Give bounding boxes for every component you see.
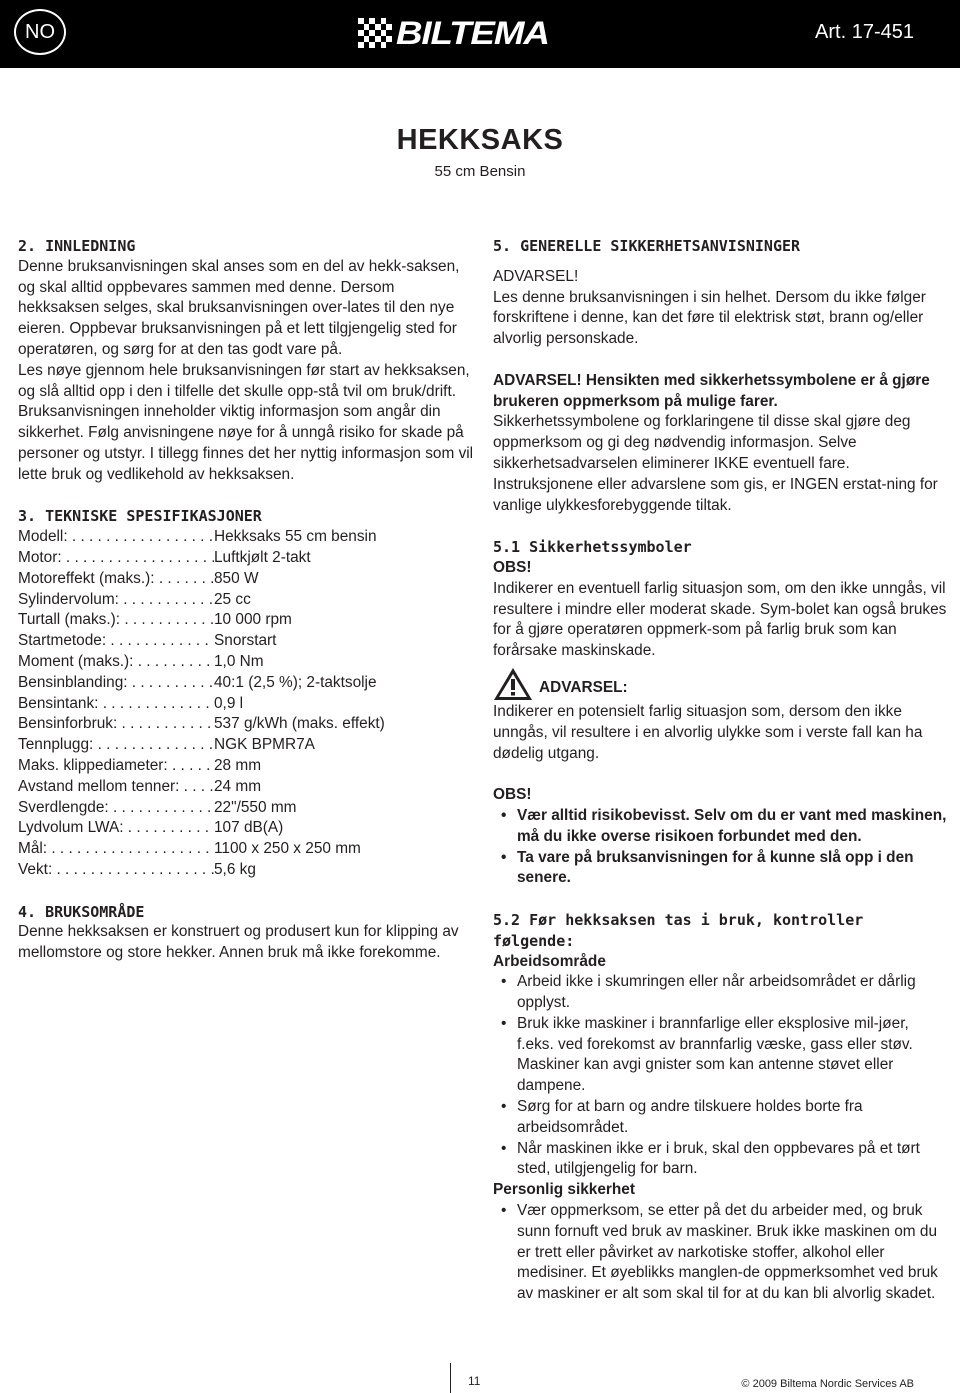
spec-row [18, 798, 474, 819]
left-column [18, 236, 474, 964]
brand-name: BILTEMA [396, 15, 549, 51]
usage-paragraph: Denne hekksaksen er konstruert og produsert kun for klipping av mellomstore og store hekker. Annen bruk må ikke forekomme. [18, 923, 459, 962]
work-area-list [493, 972, 947, 1180]
list-item: • Sørg for at barn og andre tilskuere holdes borte fra arbeidsområdet. [493, 1097, 947, 1139]
spec-value: 107 dB(A) [214, 819, 284, 837]
spec-row [18, 735, 474, 756]
section-heading-checks: 5.2 Før hekksaksen tas i bruk, kontroller følgende: [493, 910, 864, 950]
copyright: © 2009 Biltema Nordic Services AB [741, 1378, 914, 1390]
spec-value: 10 000 rpm [214, 611, 292, 629]
list-item: • Ta vare på bruksanvisningen for å kunne slå opp i den senere. [493, 848, 947, 890]
obs-list [493, 806, 947, 889]
list-item: • Vær oppmerksom, se etter på det du arbeider med, og bruk sunn fornuft ved bruk av maskiner. Bruk ikke maskinen om du er trett eller påvirket av narkotiske stoffer, alkohol eller medisiner. Et øyeblikks manglen-de oppmerksomhet ved bruk av maskiner er alt som skal til for at du kan bli alvorlig skadet. [493, 1201, 947, 1305]
spec-row [18, 860, 474, 881]
subheading-personal-safety: Personlig sikkerhet [493, 1181, 635, 1199]
spec-value: 25 cc [214, 590, 251, 608]
spec-label: Bensintank: . . . [18, 694, 214, 715]
document-title: HEKKSAKS [396, 124, 564, 156]
spec-label: Lydvolum LWA: . . . [18, 818, 214, 839]
spec-row [18, 673, 474, 694]
list-item: • Når maskinen ikke er i bruk, skal den oppbevares på et tørt sted, utilgjengelig for barn. [493, 1139, 947, 1181]
spec-label: Sverdlengde: . . . [18, 798, 214, 819]
spec-row [18, 839, 474, 860]
warning-symbol-row [493, 666, 947, 702]
spec-row [18, 652, 474, 673]
spec-value: 24 mm [214, 777, 262, 795]
spec-label: Startmetode: . . . [18, 631, 214, 652]
section-heading-introduction: 2. INNLEDNING [18, 237, 136, 255]
spec-row [18, 527, 474, 548]
spec-row [18, 818, 474, 839]
spec-table [18, 527, 474, 881]
spec-label: Moment (maks.): . . . [18, 652, 214, 673]
spec-row [18, 610, 474, 631]
spec-row [18, 756, 474, 777]
section-heading-usage: 4. BRUKSOMRÅDE [18, 902, 145, 921]
spec-label: Bensinforbruk: . . . [18, 714, 214, 735]
spec-value: 5,6 kg [214, 860, 256, 878]
advarsel-label: ADVARSEL: [539, 678, 628, 696]
warning-text: Les denne bruksanvisningen i sin helhet. Dersom du ikke følger forskriftene i denne, kan det føre til elektrisk støt, brann og/eller alvorlig personskade. [493, 288, 926, 348]
spec-label: Motor: . . . [18, 548, 214, 569]
spec-label: Motoreffekt (maks.): . . . [18, 569, 214, 590]
obs-text: Indikerer en eventuell farlig situasjon som, om den ikke unngås, vil resultere i mindre eller moderat skade. Sym-bolet kan også brukes for å gjøre operatøren oppmerk-som på farlig bruk som kan forårsake maskinskade. [493, 579, 947, 660]
spec-row [18, 590, 474, 611]
spec-row [18, 714, 474, 735]
section-heading-safety: 5. GENERELLE SIKKERHETSANVISNINGER [493, 237, 801, 255]
warning-title: ADVARSEL! [493, 267, 579, 285]
spec-label: Sylindervolum: . . . [18, 590, 214, 611]
checkered-flag-icon [358, 18, 392, 48]
spec-value: 0,9 l [214, 694, 244, 712]
spec-label: Maks. klippediameter: . . . [18, 756, 214, 777]
spec-row [18, 694, 474, 715]
document-subtitle: 55 cm Bensin [434, 163, 526, 180]
spec-label: Mål: . . . [18, 839, 214, 860]
personal-safety-list [493, 1201, 947, 1305]
intro-paragraph: Denne bruksanvisningen skal anses som en del av hekk-saksen, og skal alltid oppbevares sammen med denne. Dersom hekksaksen selges, skal bruksanvisningen over-lates til den nye eieren. Oppbevar bruksanvisningen på et lett tilgjengelig sted for operatøren, og sørg for at den tas godt vare på. [18, 257, 460, 358]
section-heading-symbols: 5.1 Sikkerhetssymboler [493, 538, 692, 557]
spec-value: 40:1 (2,5 %); 2-taktsolje [214, 673, 377, 691]
page-number: 11 [468, 1374, 481, 1388]
footer-divider [450, 1363, 451, 1393]
advarsel-text: Indikerer en potensielt farlig situasjon som, dersom den ikke unngås, vil resultere i en alvorlig ulykke som i verste fall kan ha dødelig utgang. [493, 702, 923, 762]
subheading-work-area: Arbeidsområde [493, 952, 606, 970]
spec-value: 850 W [214, 569, 259, 587]
section-heading-specifications: 3. TEKNISKE SPESIFIKASJONER [18, 507, 262, 526]
spec-label: Bensinblanding: . . . [18, 673, 214, 694]
spec-label: Turtall (maks.): . . . [18, 610, 214, 631]
spec-value: 1,0 Nm [214, 652, 264, 670]
right-column [493, 236, 947, 1305]
warning-text: Sikkerhetssymbolene og forklaringene til disse skal gjøre deg oppmerksom og gi deg nødvendig informasjon. Selve sikkerhetsadvarselen eliminerer IKKE eventuell fare. Instruksjonene eller advarslene som gis, er INGEN erstat-ning for vanlige ulykkesforebyggende tiltak. [493, 413, 938, 514]
spec-value: 22"/550 mm [214, 798, 297, 816]
intro-paragraph: Les nøye gjennom hele bruksanvisningen før start av hekksaksen, og slå alltid opp i den i tilfelle det skulle opp-stå tvil om bruk/drift. [18, 361, 470, 400]
spec-row [18, 777, 474, 798]
spec-value: 537 g/kWh (maks. effekt) [214, 715, 385, 733]
header-bar [0, 0, 960, 68]
intro-paragraph: Bruksanvisningen inneholder viktig informasjon som angår din sikkerhet. Følg anvisningene nøye for å unngå risiko for skade på personer og utstyr. I tillegg finnes det her nyttig informasjon som vil lette bruk og vedlikehold av hekksaksen. [18, 403, 474, 483]
article-number: Art. 17-451 [815, 21, 914, 43]
warning-title: ADVARSEL! Hensikten med sikkerhetssymbolene er å gjøre brukeren oppmerksom på mulige farer. [493, 371, 930, 410]
list-item: • Arbeid ikke i skumringen eller når arbeidsområdet er dårlig opplyst. [493, 972, 947, 1014]
spec-value: 28 mm [214, 756, 262, 774]
list-item: • Vær alltid risikobevisst. Selv om du er vant med maskinen, må du ikke overse risikoen forbundet med den. [493, 806, 947, 848]
list-item: • Bruk ikke maskiner i brannfarlige eller eksplosive mil-jøer, f.eks. ved forekomst av brannfarlig væske, gass eller støv. Maskiner kan avgi gnister som kan antenne støvet eller dampene. [493, 1014, 947, 1097]
spec-row [18, 631, 474, 652]
warning-triangle-icon [493, 667, 533, 701]
language-badge: NO [14, 9, 66, 55]
spec-value: NGK BPMR7A [214, 736, 315, 754]
biltema-logo [358, 15, 549, 51]
spec-value: Hekksaks 55 cm bensin [214, 528, 377, 546]
spec-value: Luftkjølt 2-takt [214, 548, 311, 566]
obs-title: OBS! [493, 786, 532, 804]
spec-value: Snorstart [214, 632, 277, 650]
spec-value: 1100 x 250 x 250 mm [214, 840, 361, 858]
spec-label: Tennplugg: . . . [18, 735, 214, 756]
obs-title: OBS! [493, 558, 532, 576]
spec-label: Modell: . . . [18, 527, 214, 548]
spec-row [18, 548, 474, 569]
spec-label: Vekt: . . . [18, 860, 214, 881]
spec-row [18, 569, 474, 590]
spec-label: Avstand mellom tenner: . . . [18, 777, 214, 798]
